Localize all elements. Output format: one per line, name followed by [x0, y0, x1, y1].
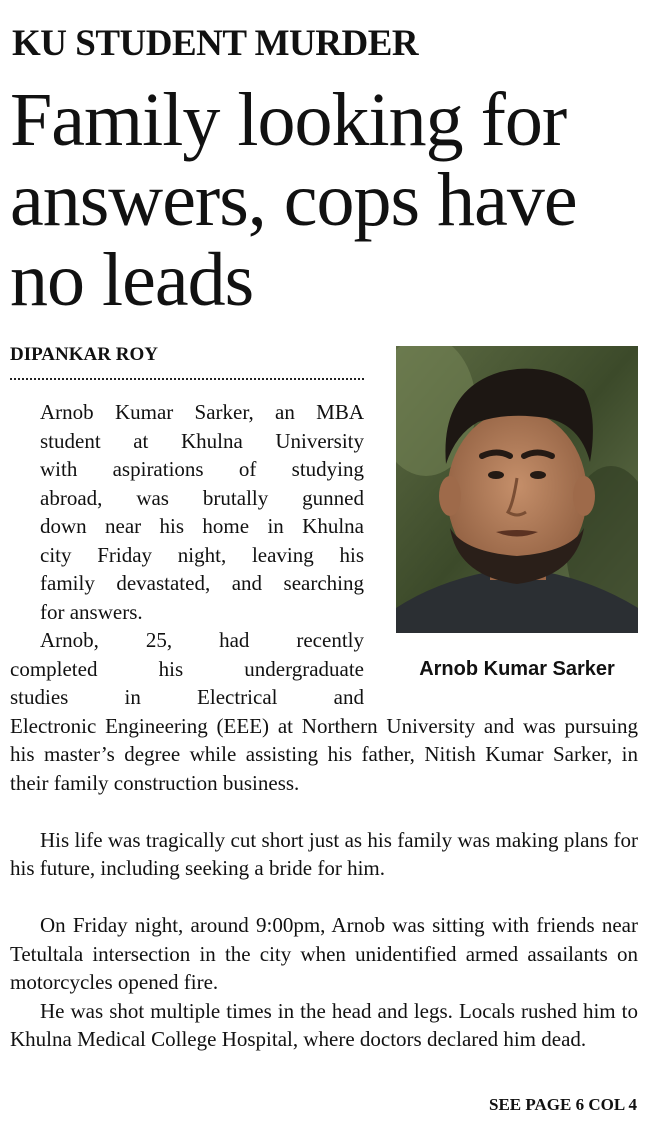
paragraph-1-line: with aspirations of studying [40, 457, 364, 481]
portrait-illustration [396, 346, 638, 633]
photo-caption: Arnob Kumar Sarker [419, 658, 615, 680]
paragraph-2-line: Arnob, 25, had recently [40, 628, 364, 652]
section-kicker: KU STUDENT MURDER [12, 23, 419, 64]
paragraph-4: On Friday night, around 9:00pm, Arnob was sitting with friends near Tetultala intersection in the city when unidentified armed assailants on motorcycles opened fire. [10, 913, 638, 994]
paragraph-5: He was shot multiple times in the head and legs. Locals rushed him to Khulna Medical College Hospital, where doctors declared him dead. [10, 998, 638, 1051]
paragraph-1-line: abroad, was brutally gunned [40, 485, 364, 510]
paragraph-1 [10, 398, 364, 626]
byline-dotted-rule [10, 378, 364, 380]
portrait-photo [396, 346, 638, 633]
paragraph-1-line: Arnob Kumar Sarker, an MBA [40, 400, 364, 424]
paragraph-1-line: down near his home in Khulna [40, 514, 364, 538]
paragraph-1-line: student at Khulna University [40, 428, 364, 453]
paragraph-2-narrow [10, 626, 364, 712]
jump-line[interactable]: SEE PAGE 6 COL 4 [489, 1095, 637, 1114]
headline: Family looking for answers, cops have no leads [10, 78, 577, 322]
byline: DIPANKAR ROY [10, 344, 158, 365]
paragraph-2-line: completed his undergraduate [10, 656, 364, 681]
paragraph-2-line: studies in Electrical and [10, 685, 364, 709]
paragraph-1-line: city Friday night, leaving his [40, 542, 364, 567]
paragraph-2-continued: Electronic Engineering (EEE) at Northern University and was pursuing his master’s degree while assisting his father, Nitish Kumar Sarker, in their family construction business. [10, 713, 638, 795]
paragraph-1-line: family devastated, and searching [40, 571, 364, 595]
paragraph-3: His life was tragically cut short just as his family was making plans for his future, including seeking a bride for him. [10, 827, 638, 880]
paragraph-1-line: for answers. [40, 599, 143, 624]
